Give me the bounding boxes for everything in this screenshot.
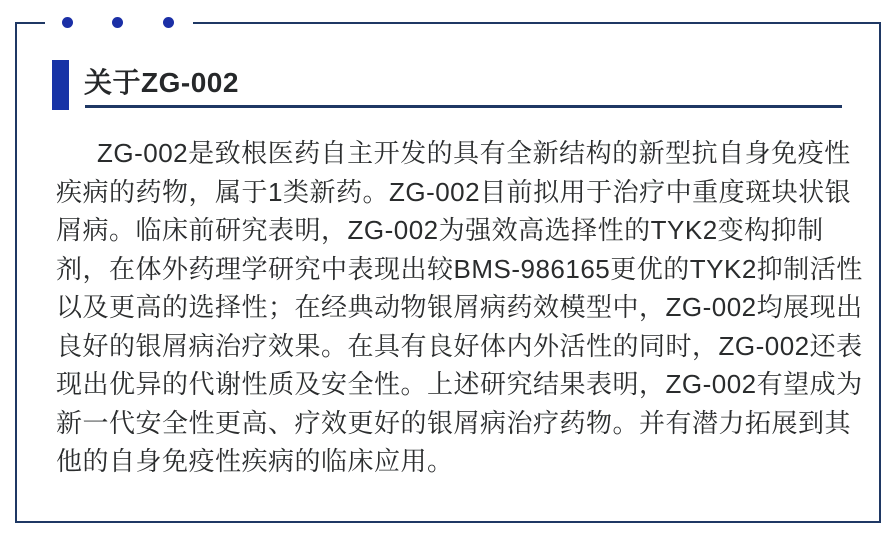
paragraph-line: 疾病的药物，属于1类新药。ZG-002目前拟用于治疗中重度斑块状银 <box>56 176 852 207</box>
decorative-dot-icon <box>163 17 174 28</box>
decorative-dot-icon <box>112 17 123 28</box>
title-accent-bar <box>52 60 69 110</box>
paragraph-line: 他的自身免疫性疾病的临床应用。 <box>56 446 454 476</box>
decorative-dot-icon <box>62 17 73 28</box>
paragraph-line: ZG-002是致根医药自主开发的具有全新结构的新型抗自身免疫性 <box>97 138 851 168</box>
body-paragraph <box>56 134 863 481</box>
title-underline <box>85 105 842 108</box>
page-title: 关于ZG-002 <box>84 67 239 98</box>
paragraph-line: 现出优异的代谢性质及安全性。上述研究结果表明，ZG-002有望成为 <box>56 369 863 399</box>
paragraph-line: 剂，在体外药理学研究中表现出较BMS-986165更优的TYK2抑制活性 <box>56 253 863 284</box>
paragraph-line: 屑病。临床前研究表明，ZG-002为强效高选择性的TYK2变构抑制 <box>56 215 824 245</box>
paragraph-line: 良好的银屑病治疗效果。在具有良好体内外活性的同时，ZG-002还表 <box>56 330 863 361</box>
paragraph-line: 以及更高的选择性；在经典动物银屑病药效模型中，ZG-002均展现出 <box>56 292 863 322</box>
paragraph-line: 新一代安全性更高、疗效更好的银屑病治疗药物。并有潜力拓展到其 <box>56 407 852 438</box>
